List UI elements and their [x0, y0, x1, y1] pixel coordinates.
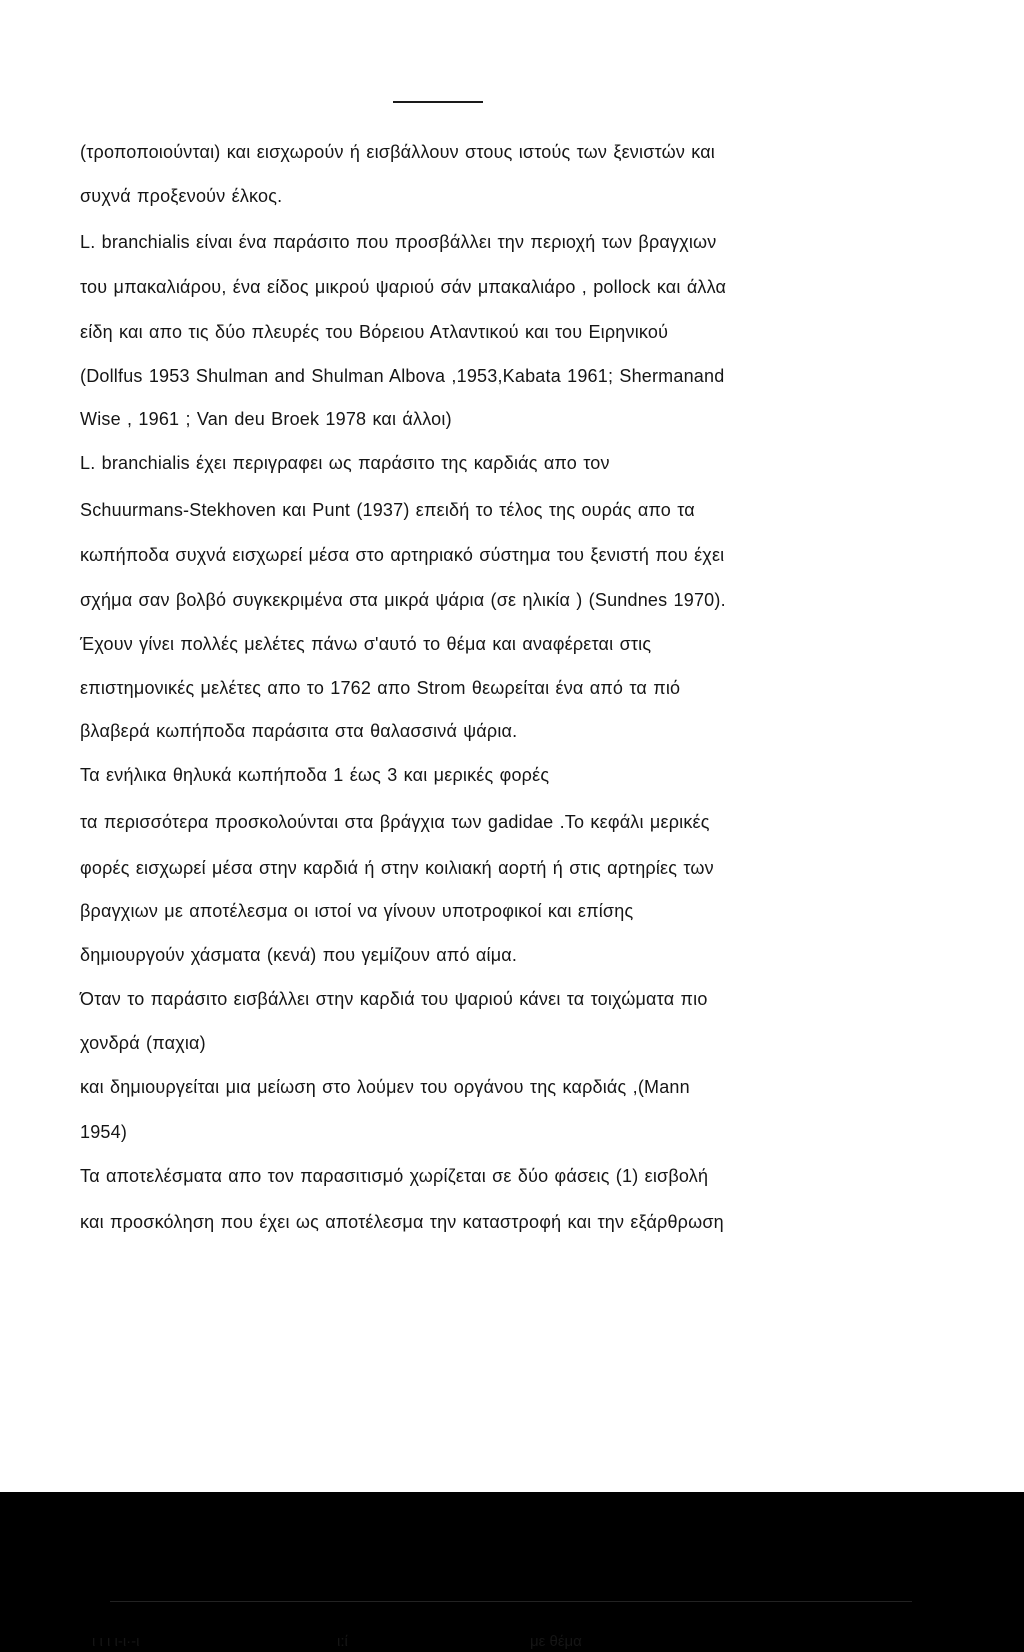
text-line: Wise , 1961 ; Van deu Broek 1978 και άλλοι)	[80, 409, 452, 429]
text-line: Schuurmans-Stekhoven και Punt (1937) επειδή το τέλος της ουράς απο τα	[80, 500, 695, 520]
text-line: 1954)	[80, 1122, 128, 1142]
text-line: L. branchialis είναι ένα παράσιτο που προσβάλλει την περιοχή των βραγχιων	[80, 232, 717, 252]
text-line: κωπήποδα συχνά εισχωρεί μέσα στο αρτηριακό σύστημα του ξενιστή που έχει	[80, 545, 725, 565]
text-line: χονδρά (παχια)	[80, 1033, 206, 1053]
text-line: Έχουν γίνει πολλές μελέτες πάνω σ'αυτό το θέμα και αναφέρεται στις	[80, 634, 652, 654]
text-line: συχνά προξενούν έλκος.	[80, 186, 283, 206]
text-line: είδη και απο τις δύο πλευρές του Βόρειου Ατλαντικού και του Ειρηνικού	[80, 322, 669, 342]
text-line: επιστημονικές μελέτες απο το 1762 απο Strom θεωρείται ένα από τα πιό	[80, 678, 681, 698]
text-line: του μπακαλιάρου, ένα είδος μικρού ψαριού σάν μπακαλιάρο , pollock και άλλα	[80, 277, 727, 297]
text-line: (Dollfus 1953 Shulman and Shulman Albova ,1953,Kabata 1961; Shermanand	[80, 366, 725, 386]
text-line: Τα αποτελέσματα απο τον παρασιτισμό χωρίζεται σε δύο φάσεις (1) εισβολή	[80, 1166, 709, 1186]
text-line: βλαβερά κωπήποδα παράσιτα στα θαλασσινά ψάρια.	[80, 721, 518, 741]
footer-left-text: ι ι ι ι-ι·-ι	[92, 1633, 140, 1650]
text-line: φορές εισχωρεί μέσα στην καρδιά ή στην κοιλιακή αορτή ή στις αρτηρίες των	[80, 858, 714, 878]
text-line: Τα ενήλικα θηλυκά κωπήποδα 1 έως 3 και μερικές φορές	[80, 765, 550, 785]
text-line: τα περισσότερα προσκολούνται στα βράγχια των gadidae .Το κεφάλι μερικές	[80, 812, 710, 832]
text-line: και δημιουργείται μια μείωση στο λούμεν του οργάνου της καρδιάς ,(Mann	[80, 1077, 690, 1097]
text-line: (τροποποιούνται) και εισχωρούν ή εισβάλλουν στους ιστούς των ξενιστών και	[80, 142, 716, 162]
top-rule	[393, 101, 483, 103]
text-line: L. branchialis έχει περιγραφει ως παράσιτο της καρδιάς απο τον	[80, 453, 610, 473]
text-line: βραγχιων με αποτέλεσμα οι ιστοί να γίνουν υποτροφικοί και επίσης	[80, 901, 634, 921]
footer-rule	[110, 1601, 912, 1602]
text-line: δημιουργούν χάσματα (κενά) που γεμίζουν από αίμα.	[80, 945, 518, 965]
footer-right-text: με θέμα	[530, 1633, 582, 1650]
text-line: σχήμα σαν βολβό συγκεκριμένα στα μικρά ψάρια (σε ηλικία ) (Sundnes 1970).	[80, 590, 726, 610]
text-line: και προσκόληση που έχει ως αποτέλεσμα την καταστροφή και την εξάρθρωση	[80, 1212, 724, 1232]
footer-middle-text: ι:ί	[337, 1633, 348, 1650]
text-line: Όταν το παράσιτο εισβάλλει στην καρδιά του ψαριού κάνει τα τοιχώματα πιο	[80, 989, 708, 1009]
